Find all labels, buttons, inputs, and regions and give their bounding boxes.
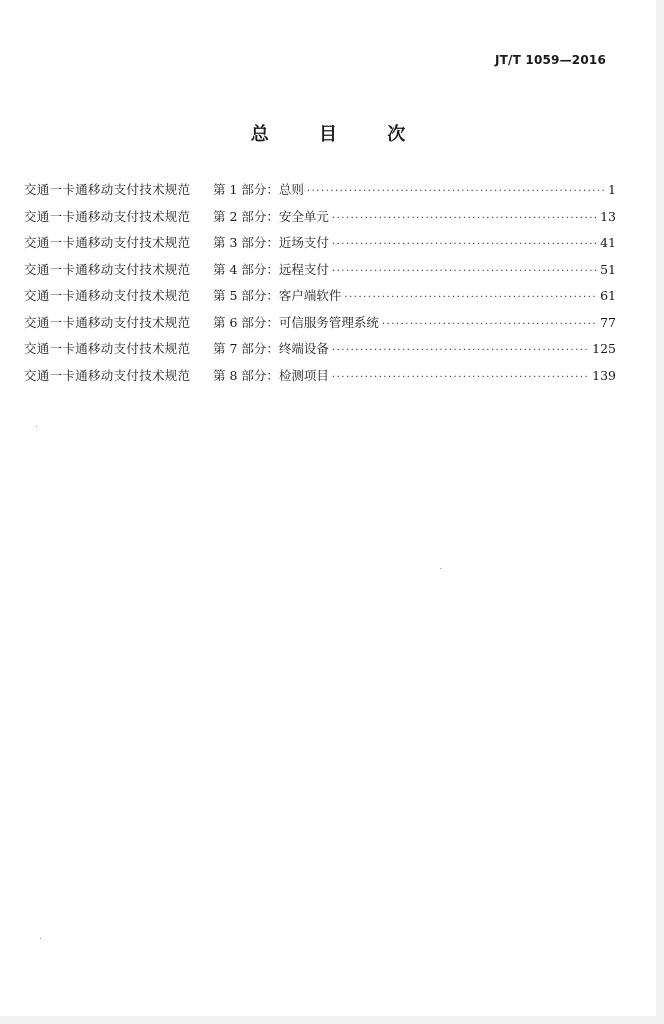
toc-entry[interactable] xyxy=(24,207,616,234)
toc-entry[interactable] xyxy=(24,313,616,340)
toc-entry[interactable] xyxy=(24,233,616,260)
toc-standard-name: 交通一卡通移动支付技术规范 xyxy=(24,208,191,224)
toc-dot-leader xyxy=(344,292,597,303)
page-title: 总 目 次 xyxy=(250,124,428,145)
toc-entry[interactable] xyxy=(24,286,616,313)
toc-standard-name: 交通一卡通移动支付技术规范 xyxy=(24,182,191,197)
toc-page-number: 125 xyxy=(592,341,616,356)
toc-page-number: 13 xyxy=(600,208,616,224)
toc-entry[interactable] xyxy=(24,366,616,393)
toc-dot-leader xyxy=(382,319,597,330)
page-edge-bottom xyxy=(0,1016,664,1024)
toc-standard-name: 交通一卡通移动支付技术规范 xyxy=(24,235,191,250)
toc-dot-leader xyxy=(332,266,597,277)
toc-page-number: 51 xyxy=(600,261,616,277)
toc-dot-leader xyxy=(307,186,605,197)
toc-page-number: 139 xyxy=(592,367,616,383)
toc-entry[interactable] xyxy=(24,180,616,207)
toc-dot-leader xyxy=(332,239,597,250)
toc-part-title: 第 1 部分：总则 xyxy=(213,182,304,197)
toc-standard-name: 交通一卡通移动支付技术规范 xyxy=(24,261,191,277)
toc-standard-name: 交通一卡通移动支付技术规范 xyxy=(24,341,191,356)
toc-dot-leader xyxy=(332,213,597,224)
toc-dot-leader xyxy=(332,372,589,383)
scan-speck xyxy=(440,568,441,569)
toc-part-title: 第 3 部分：近场支付 xyxy=(213,235,329,250)
toc-standard-name: 交通一卡通移动支付技术规范 xyxy=(24,288,191,303)
toc-standard-name: 交通一卡通移动支付技术规范 xyxy=(24,314,191,330)
toc-entry[interactable] xyxy=(24,339,616,366)
toc-page-number: 1 xyxy=(608,182,616,197)
toc-page-number: 61 xyxy=(600,288,616,303)
toc-page-number: 77 xyxy=(600,314,616,330)
table-of-contents xyxy=(24,180,616,392)
toc-part-title: 第 4 部分：远程支付 xyxy=(213,261,329,277)
toc-part-title: 第 7 部分：终端设备 xyxy=(213,341,329,356)
toc-part-title: 第 6 部分：可信服务管理系统 xyxy=(213,314,379,330)
scan-speck xyxy=(40,938,41,939)
toc-page-number: 41 xyxy=(600,235,616,250)
toc-part-title: 第 2 部分：安全单元 xyxy=(213,208,329,224)
toc-part-title: 第 5 部分：客户端软件 xyxy=(213,288,342,303)
toc-part-title: 第 8 部分：检测项目 xyxy=(213,367,329,383)
page-edge-right xyxy=(656,0,664,1024)
standard-code: JT/T 1059—2016 xyxy=(495,53,606,67)
toc-dot-leader xyxy=(332,345,589,356)
toc-entry[interactable] xyxy=(24,260,616,287)
scan-speck xyxy=(36,426,37,427)
toc-standard-name: 交通一卡通移动支付技术规范 xyxy=(24,367,191,383)
